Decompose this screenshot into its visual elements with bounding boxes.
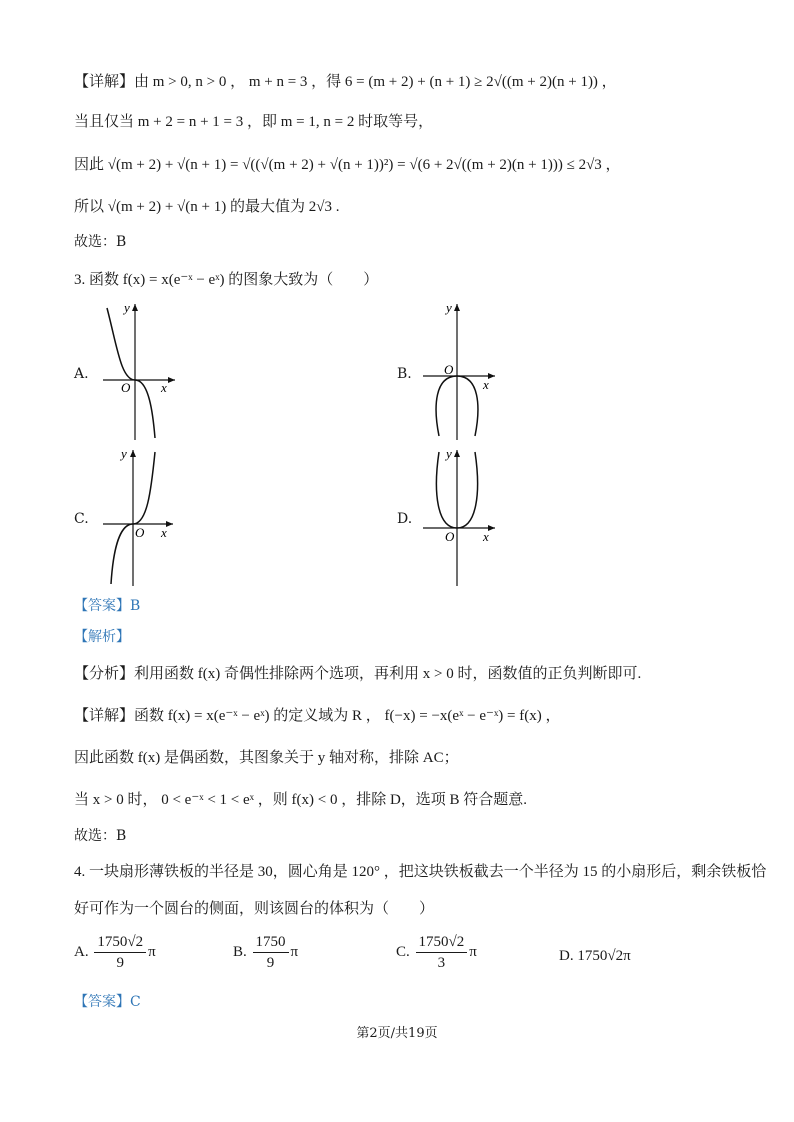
q4-stem-line-2: 好可作为一个圆台的侧面，则该圆台的体积为（ ） bbox=[74, 901, 435, 917]
q4-option-c-pi: π bbox=[469, 943, 477, 960]
detail-line-2: 当且仅当 m + 2 = n + 1 = 3 ，即 m = 1, n = 2 时取等号， bbox=[74, 114, 434, 130]
q4-option-c-label: C. bbox=[396, 943, 410, 960]
detail-line-4: 所以 √(m + 2) + √(n + 1) 的最大值为 2√3 . bbox=[74, 199, 340, 215]
detail-line-1: 【详解】由 m > 0, n > 0 ， m + n = 3 ，得 6 = (m + 2) + (n + 1) ≥ 2√((m + 2)(n + 1)) ， bbox=[74, 74, 617, 90]
q3-c-y-label: y bbox=[121, 446, 127, 461]
q3-option-a-label: A. bbox=[74, 366, 89, 382]
q4-option-c bbox=[396, 932, 477, 973]
q4-option-c-fraction bbox=[416, 932, 468, 973]
q3-b-origin-label: O bbox=[444, 362, 454, 377]
q3-option-c-label: C. bbox=[74, 511, 89, 527]
q4-option-b-fraction bbox=[253, 932, 289, 973]
q3-c-origin-label: O bbox=[135, 525, 145, 540]
q3-b-x-label: x bbox=[483, 377, 489, 392]
q4-option-a-label: A. bbox=[74, 943, 89, 960]
q3-option-b-graph bbox=[415, 296, 505, 442]
q4-option-a bbox=[74, 932, 156, 973]
choice-line: 故选：B bbox=[74, 234, 127, 250]
q3-c-x-label: x bbox=[161, 525, 167, 540]
page-footer: 第2页/共19页 bbox=[356, 1026, 438, 1041]
q3-a-origin-label: O bbox=[121, 380, 131, 395]
q4-option-a-denominator: 9 bbox=[116, 955, 124, 971]
q4-option-a-fraction bbox=[94, 932, 146, 973]
q4-option-b-pi: π bbox=[290, 943, 299, 960]
q3-option-d-label: D. bbox=[397, 511, 413, 527]
q4-option-b bbox=[233, 932, 298, 973]
detail-line-3: 因此 √(m + 2) + √(n + 1) = √((√(m + 2) + √(n + 1))²) = √(6 + 2√((m + 2)(n + 1))) ≤ 2√3 ， bbox=[74, 157, 621, 173]
q4-option-c-denominator: 3 bbox=[437, 955, 446, 971]
q3-a-y-label: y bbox=[124, 300, 130, 315]
q3-analysis-title: 【解析】 bbox=[74, 629, 130, 645]
q3-d-x-label: x bbox=[483, 529, 489, 544]
q3-detail-3: 当 x > 0 时， 0 < e⁻ˣ < 1 < eˣ ，则 f(x) < 0 ，排除 D，选项 B 符合题意. bbox=[74, 792, 528, 808]
q3-analysis: 【分析】利用函数 f(x) 奇偶性排除两个选项，再利用 x > 0 时，函数值的正负判断即可. bbox=[74, 666, 642, 682]
q4-option-b-numerator: 1750 bbox=[253, 932, 289, 953]
q4-option-a-pi: π bbox=[148, 943, 156, 960]
q3-option-b-label: B. bbox=[397, 366, 412, 382]
q3-option-d-graph bbox=[415, 442, 505, 588]
q4-option-d-value: 1750√2π bbox=[577, 948, 631, 964]
q4-option-b-denominator: 9 bbox=[266, 955, 275, 971]
q3-d-origin-label: O bbox=[445, 529, 455, 544]
q4-option-b-label: B. bbox=[233, 943, 247, 960]
q4-stem-line-1: 4. 一块扇形薄铁板的半径是 30，圆心角是 120° ，把这块铁板截去一个半径为 15 的小扇形后，剩余铁板恰 bbox=[74, 864, 767, 880]
q3-detail-1: 【详解】函数 f(x) = x(e⁻ˣ − eˣ) 的定义域为 R ， f(−x) = −x(eˣ − e⁻ˣ) = f(x) ， bbox=[74, 708, 561, 724]
q4-answer: 【答案】C bbox=[74, 994, 141, 1010]
q3-d-y-label: y bbox=[446, 446, 452, 461]
q3-option-a-graph bbox=[95, 296, 185, 442]
q3-b-y-label: y bbox=[446, 300, 452, 315]
q3-answer: 【答案】B bbox=[74, 598, 141, 614]
q3-choice: 故选：B bbox=[74, 828, 127, 844]
q3-option-c-graph bbox=[95, 442, 185, 588]
q3-a-x-label: x bbox=[161, 380, 167, 395]
q4-option-d bbox=[559, 946, 631, 966]
q4-option-a-numerator: 1750√2 bbox=[94, 932, 146, 953]
q3-detail-2: 因此函数 f(x) 是偶函数，其图象关于 y 轴对称，排除 AC； bbox=[74, 750, 459, 766]
q4-option-d-label: D. bbox=[559, 948, 574, 964]
q3-stem: 3. 函数 f(x) = x(e⁻ˣ − eˣ) 的图象大致为（ ） bbox=[74, 272, 379, 288]
q4-option-c-numerator: 1750√2 bbox=[416, 932, 468, 953]
